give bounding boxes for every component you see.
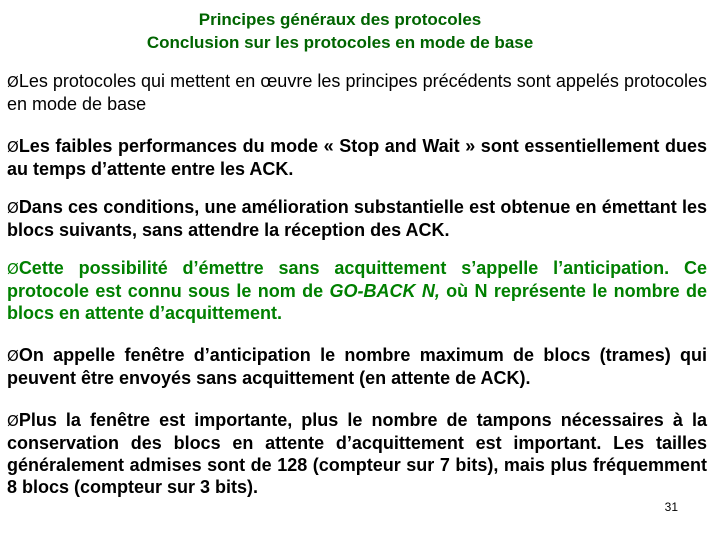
slide-header	[0, 8, 680, 54]
arrow-bullet-icon: Ø	[7, 138, 19, 156]
protocol-name: GO-BACK N,	[329, 281, 440, 301]
bullet-text: Cette possibilité d’émettre sans acquittement s’appelle l’anticipation. Ce protocole est connu sous le nom de	[7, 258, 707, 301]
bullet-item	[7, 70, 707, 115]
bullet-item	[7, 344, 707, 389]
bullet-text-continued: où N représente le nombre de blocs en attente d’acquittement.	[7, 281, 707, 323]
bullet-text: Les protocoles qui mettent en œuvre les principes précédents sont appelés protocoles en mode de base	[7, 71, 707, 114]
bullet-item	[7, 196, 707, 241]
bullet-text: Dans ces conditions, une amélioration substantielle est obtenue en émettant les blocs suivants, sans attendre la réception des ACK.	[7, 197, 707, 240]
bullet-text: Plus la fenêtre est importante, plus le nombre de tampons nécessaires à la conservation des blocs en attente d’acquittement est important. Les tailles généralement admises sont de 128 (compteur sur 7 bits), mais plus fréquemment 8 blocs (compteur sur 3 bits).	[7, 410, 707, 497]
bullet-item	[7, 409, 707, 498]
bullet-text: Les faibles performances du mode « Stop and Wait » sont essentiellement dues au temps d’attente entre les ACK.	[7, 136, 707, 179]
header-title: Principes généraux des protocoles	[198, 10, 482, 29]
page-number: 31	[664, 500, 678, 514]
arrow-bullet-icon: Ø	[7, 412, 19, 430]
bullet-text: On appelle fenêtre d’anticipation le nombre maximum de blocs (trames) qui peuvent être envoyés sans acquittement (en attente de ACK).	[7, 345, 707, 388]
arrow-bullet-icon: Ø	[7, 347, 19, 365]
bullet-item	[7, 135, 707, 180]
bullet-list	[7, 70, 707, 498]
arrow-bullet-icon: Ø	[7, 199, 19, 217]
arrow-bullet-icon: Ø	[7, 73, 19, 91]
bullet-item-highlighted	[7, 257, 707, 324]
arrow-bullet-icon: Ø	[7, 260, 19, 278]
header-subtitle: Conclusion sur les protocoles en mode de base	[146, 33, 534, 52]
